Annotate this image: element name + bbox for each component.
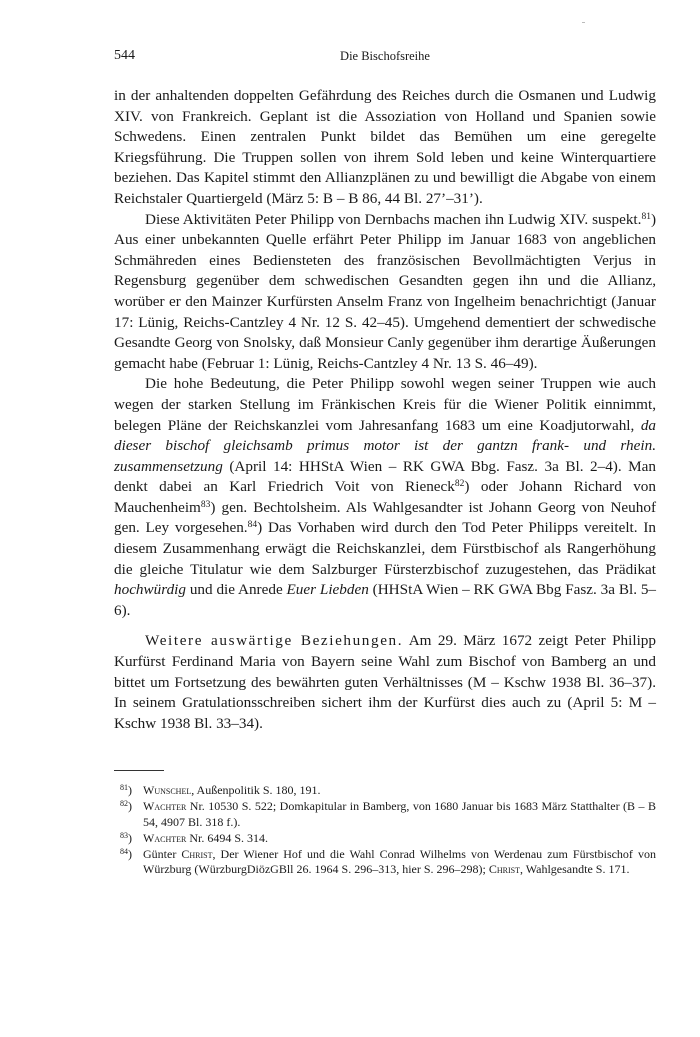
footnote: $^{82}$) Wachter Nr. 10530 S. 522; Domkapitular in Bamberg, von 1680 Januar bis 1683 März Statthalter (B – B 54, 4907 Bl. 318 f.). — [120, 799, 656, 829]
paragraph: Diese Aktivitäten Peter Philipp von Dernbachs machen ihn Ludwig XIV. suspekt.$^{81}$) Aus einer unbekannten Quelle erfährt Peter Philipp im Januar 1683 von angeblichen Schmähreden eines Bediensteten des französischen Bevollmächtigten Verjus in Regensburg gegenüber dem schwedischen Gesandten gegen ihn und die Allianz, worüber er den Mainzer Kurfürsten Anselm Franz von Ingelheim benachrichtigt (Januar 17: Lünig, Reichs-Cantzley 4 Nr. 12 S. 42–45). Umgehend dementiert der schwedische Gesandte Georg von Snolsky, daß Monsieur Canly gegenüber ihm derartige Äußerungen gemacht habe (Februar 1: Lünig, Reichs-Cantzley 4 Nr. 13 S. 46–49). — [114, 210, 656, 372]
running-head: Die Bischofsreihe — [340, 49, 430, 63]
paragraph: Weitere auswärtige Beziehungen. Am 29. März 1672 zeigt Peter Philipp Kurfürst Ferdinand Maria von Bayern seine Wahl zum Bischof von Bamberg an und bittet um Fortsetzung des bewährten guten Verhältnisses (M – Kschw 1938 Bl. 36–37). In seinem Gratulationsschreiben sichert ihm der Kurfürst dies auch zu (April 5: M – Kschw 1938 Bl. 33–34). — [114, 632, 656, 732]
page-header — [114, 48, 656, 70]
scan-mark — [582, 22, 585, 23]
footnote: $^{81}$) Wunschel, Außenpolitik S. 180, 191. — [120, 783, 321, 798]
footnote-ref: 81 — [641, 211, 651, 222]
paragraph: Die hohe Bedeutung, die Peter Philipp sowohl wegen seiner Truppen wie auch wegen der starken Stellung im Fränkischen Kreis für die Wiener Politik einnimmt, belegen Pläne der Reichskanzlei vom Jahresanfang 1683 um eine Koadjutorwahl, da dieser bischof gleichsamb primus motor ist der gantzn frank- und rhein. zusammensetzung (April 14: HHStA Wien – RK GWA Bbg. Fasz. 3a Bl. 2–4). Man denkt dabei an Karl Friedrich Voit von Rieneck$^{82}$) oder Johann Richard von Mauchenheim$^{83}$) gen. Bechtolsheim. Als Wahlgesandter ist Johann Georg von Neuhof gen. Ley vorgesehen.$^{84}$) Das Vorhaben wird durch den Tod Peter Philipps vereitelt. In diesem Zusammenhang erwägt die Reichskanzlei, dem Fürstbischof als Rangerhöhung die gleiche Titulatur wie dem Salzburger Fürsterzbischof zuzugestehen, das Prädikat hochwürdig und die Anrede Euer Liebden (HHStA Wien – RK GWA Bbg Fasz. 3a Bl. 5–6). — [114, 375, 657, 619]
italic-term: hochwürdig — [114, 581, 186, 599]
italic-quote: da dieser bischof gleichsamb primus motor ist der gantzn frank- und rhein. zusammensetzung — [114, 416, 656, 475]
footnote-ref: 82 — [454, 479, 465, 490]
footnote-ref: 83 — [200, 499, 211, 510]
footnote-divider — [114, 770, 164, 771]
footnote-ref: 84 — [247, 520, 258, 531]
body-text — [114, 86, 656, 734]
paragraph: in der anhaltenden doppelten Gefährdung des Reiches durch die Osmanen und Ludwig XIV. von Frankreich. Geplant ist die Assoziation von Holland und Spanien sowie Schwedens. Einen zentralen Punkt bildet das Bemühen um eine geregelte Kriegsführung. Die Truppen sollen von ihrem Sold leben und keine Winterquartiere beziehen. Das Kapitel stimmt den Allianzplänen zu und bewilligt die Abgabe von einem Reichstaler Quartiergeld (März 5: B – B 86, 44 Bl. 27’–31’). — [114, 87, 656, 207]
book-page — [114, 48, 656, 878]
footnotes — [114, 783, 656, 878]
section-heading: Weitere auswärtige Beziehungen. — [145, 632, 404, 650]
page-number: 544 — [114, 48, 135, 63]
italic-term: Euer Liebden — [286, 581, 369, 599]
footnote: $^{84}$) Günter Christ, Der Wiener Hof und die Wahl Conrad Wilhelms von Werdenau zum Fürstbischof von Würzburg (WürzburgDiözGBll 26. 1964 S. 296–313, hier S. 296–298); Christ, Wahlgesandte S. 171. — [120, 846, 656, 877]
footnote: $^{83}$) Wachter Nr. 6494 S. 314. — [120, 830, 269, 845]
